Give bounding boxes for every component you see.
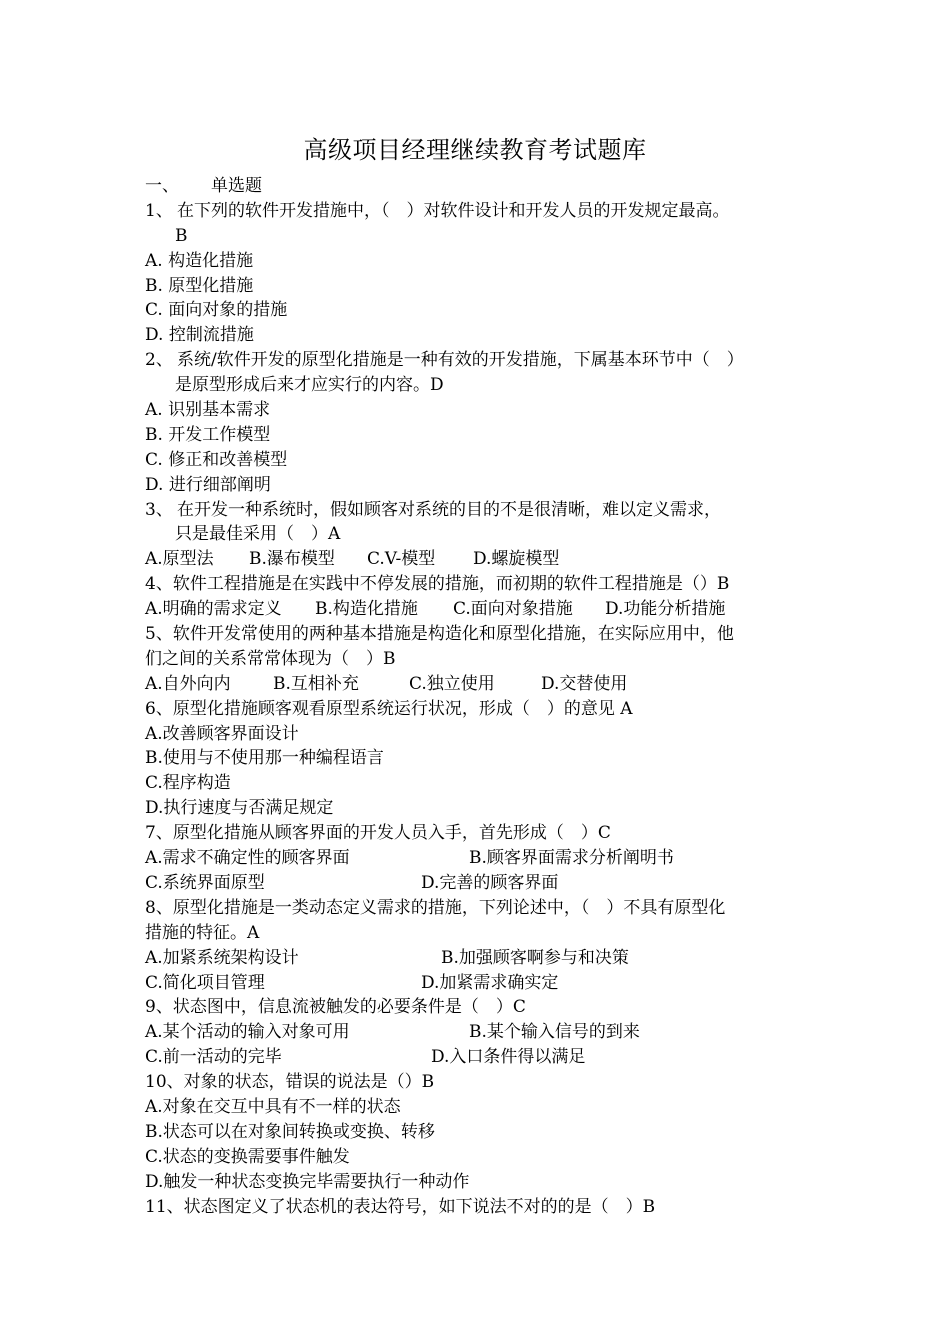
option-c: C. 修正和改善模型	[145, 449, 288, 470]
question-text: 在下列的软件开发措施中，（ ）对软件设计和开发人员的开发规定最高。	[177, 200, 730, 221]
question-3-continued: 只是最佳采用（ ）A	[175, 524, 341, 545]
question-5-continued: 们之间的关系常常体现为（ ）B	[145, 648, 396, 669]
question-2-continued: 是原型形成后来才应实行的内容。D	[175, 375, 444, 396]
option-c: C.状态的变换需要事件触发	[145, 1146, 350, 1167]
question-number: 1、	[145, 200, 173, 221]
question-11: 11、状态图定义了状态机的表达符号，如下说法不对的的是（ ）B	[145, 1196, 656, 1217]
document-title: 高级项目经理继续教育考试题库	[303, 136, 647, 164]
option-d: D.交替使用	[541, 673, 628, 694]
option-b: B.互相补充	[273, 673, 359, 694]
option-a: A.原型法	[145, 549, 214, 570]
option-b: B.瀑布模型	[249, 549, 335, 570]
option-c: C.面向对象措施	[453, 599, 573, 620]
option-b: B.状态可以在对象间转换或变换、转移	[145, 1121, 435, 1142]
question-8-continued: 措施的特征。A	[145, 922, 260, 943]
section-number: 一、	[145, 176, 179, 196]
option-b: B. 原型化措施	[145, 275, 254, 296]
options-row	[145, 1020, 835, 1045]
question-1	[145, 199, 835, 224]
option-d: D.完善的顾客界面	[421, 872, 559, 893]
question-7: 7、原型化措施从顾客界面的开发人员入手，首先形成（ ）C	[145, 823, 611, 844]
section-label: 单选题	[211, 176, 262, 196]
option-c: C.程序构造	[145, 773, 231, 794]
question-3	[145, 498, 835, 523]
option-b: B.某个输入信号的到来	[469, 1022, 640, 1043]
option-d: D.螺旋模型	[473, 549, 560, 570]
question-list	[145, 174, 835, 1219]
question-4: 4、软件工程措施是在实践中不停发展的措施，而初期的软件工程措施是（）B	[145, 574, 730, 595]
option-a: A.需求不确定性的顾客界面	[145, 848, 350, 869]
option-d: D.触发一种状态变换完毕需要执行一种动作	[145, 1171, 470, 1192]
option-d: D.入口条件得以满足	[431, 1047, 586, 1068]
option-c: C.系统界面原型	[145, 872, 265, 893]
options-row	[145, 597, 835, 622]
option-c: C.V-模型	[367, 549, 436, 570]
option-d: D.功能分析措施	[605, 599, 726, 620]
section-heading	[145, 174, 835, 199]
question-8: 8、原型化措施是一类动态定义需求的措施，下列论述中，（ ）不具有原型化	[145, 897, 726, 918]
option-b: B.加强顾客啊参与和决策	[441, 947, 629, 968]
question-6: 6、原型化措施顾客观看原型系统运行状况，形成（ ）的意见 A	[145, 698, 633, 719]
question-number: 2、	[145, 350, 173, 371]
question-2	[145, 348, 835, 373]
option-a: A. 识别基本需求	[145, 400, 271, 421]
options-row	[145, 547, 835, 572]
option-c: C.简化项目管理	[145, 972, 265, 993]
option-a: A. 构造化措施	[145, 250, 254, 271]
option-a: A.加紧系统架构设计	[145, 947, 299, 968]
option-d: D.加紧需求确实定	[421, 972, 559, 993]
options-row	[145, 846, 835, 871]
options-row	[145, 871, 835, 896]
options-row	[145, 672, 835, 697]
question-10: 10、对象的状态，错误的说法是（）B	[145, 1072, 435, 1093]
option-c: C. 面向对象的措施	[145, 300, 288, 321]
option-d: D. 控制流措施	[145, 325, 254, 346]
option-c: C.独立使用	[409, 673, 495, 694]
option-d: D. 进行细部阐明	[145, 474, 271, 495]
question-number: 3、	[145, 499, 173, 520]
option-a: A.明确的需求定义	[145, 599, 282, 620]
question-9: 9、状态图中，信息流被触发的必要条件是（ ）C	[145, 997, 526, 1018]
option-b: B.使用与不使用那一种编程语言	[145, 748, 384, 769]
option-a: A.自外向内	[145, 673, 231, 694]
question-1-answer: B	[175, 225, 188, 246]
question-text: 在开发一种系统时，假如顾客对系统的目的不是很清晰，难以定义需求，	[177, 499, 721, 520]
option-b: B.构造化措施	[315, 599, 418, 620]
option-a: A.对象在交互中具有不一样的状态	[145, 1096, 401, 1117]
options-row	[145, 971, 835, 996]
options-row	[145, 1045, 835, 1070]
option-a: A.改善顾客界面设计	[145, 723, 299, 744]
option-d: D.执行速度与否满足规定	[145, 798, 334, 819]
options-row	[145, 946, 835, 971]
option-b: B. 开发工作模型	[145, 424, 271, 445]
question-5: 5、软件开发常使用的两种基本措施是构造化和原型化措施，在实际应用中，他	[145, 624, 734, 645]
question-text: 系统/软件开发的原型化措施是一种有效的开发措施，下属基本环节中（ ）	[177, 350, 744, 371]
option-c: C.前一活动的完毕	[145, 1047, 282, 1068]
option-a: A.某个活动的输入对象可用	[145, 1022, 350, 1043]
option-b: B.顾客界面需求分析阐明书	[469, 848, 674, 869]
